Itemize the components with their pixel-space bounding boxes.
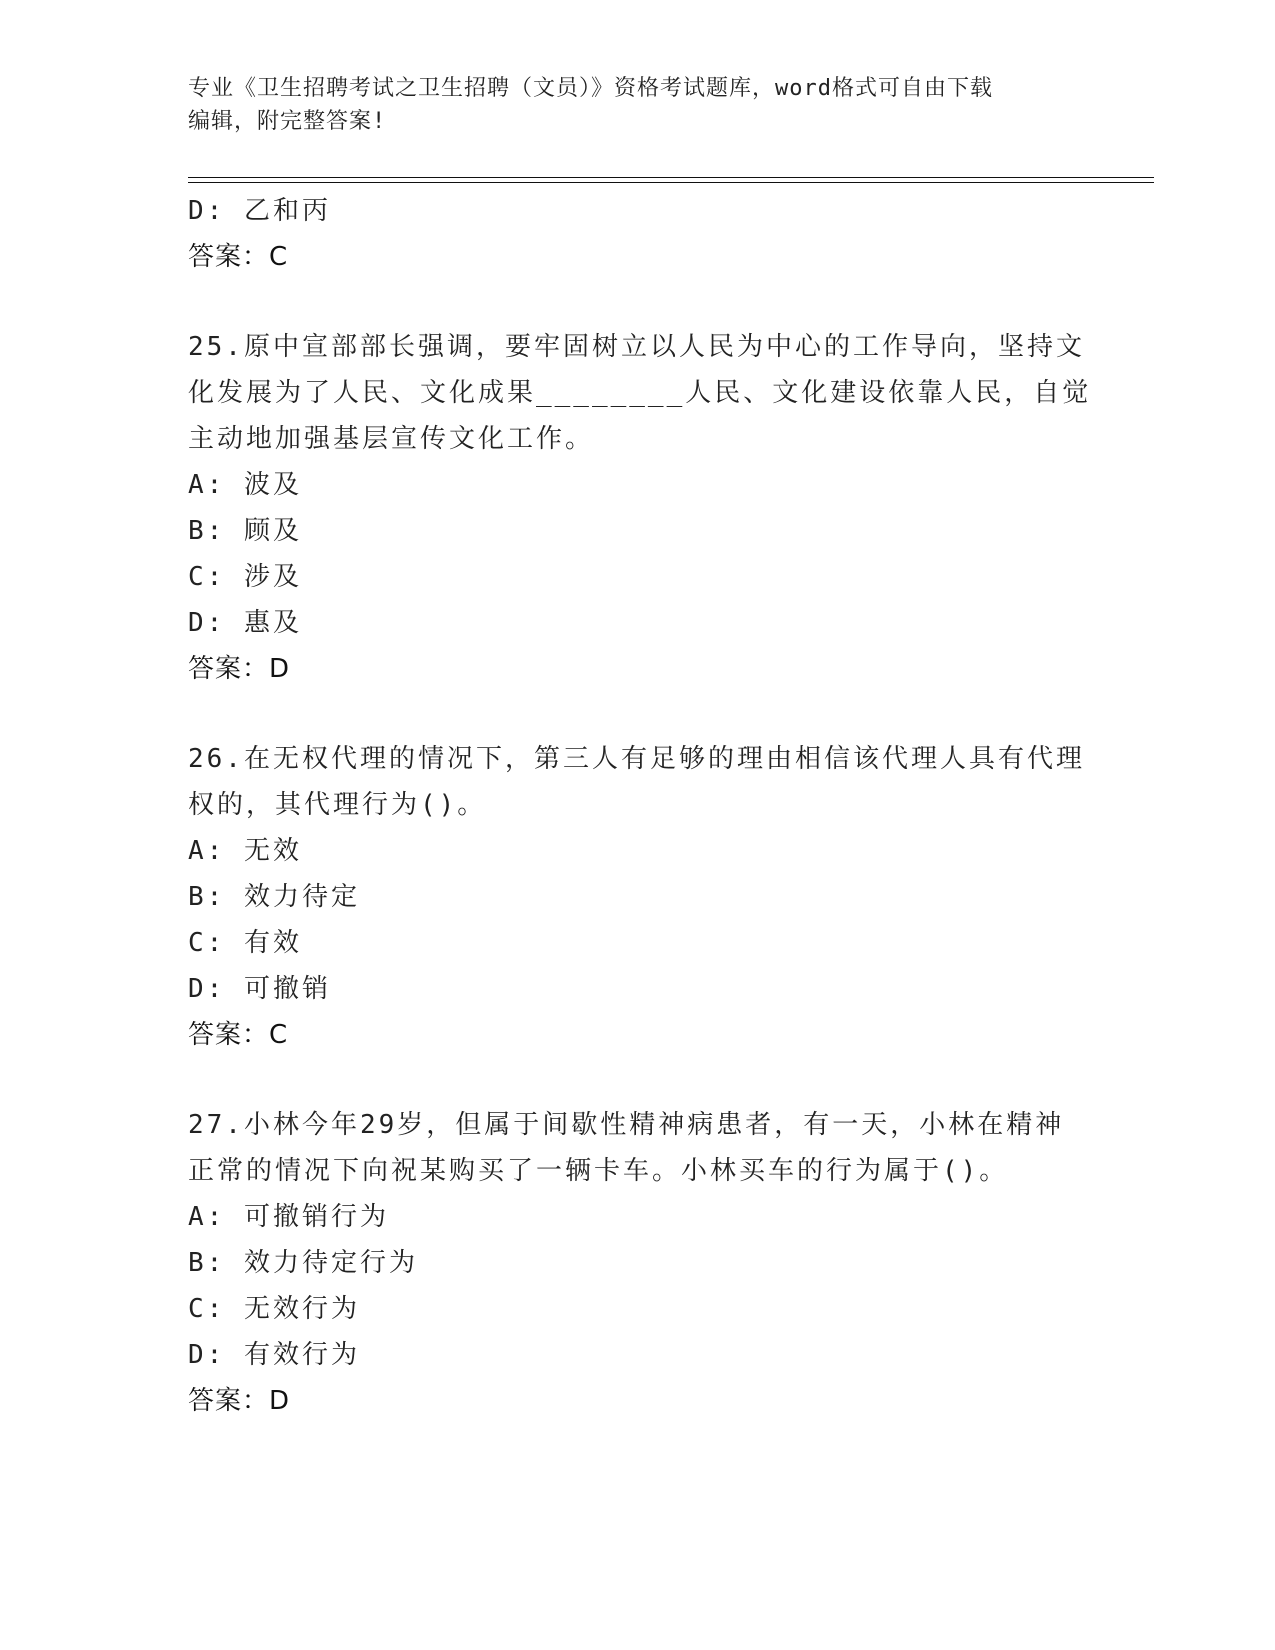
- question-text-line: 27.小林今年29岁，但属于间歇性精神病患者，有一天，小林在精神: [188, 1110, 1065, 1140]
- question-24-tail: [188, 188, 1088, 280]
- option-c: C: 涉及: [188, 562, 302, 592]
- question-text-line: 25.原中宣部部长强调，要牢固树立以人民为中心的工作导向，坚持文: [188, 332, 1085, 362]
- question-27: [188, 1102, 1088, 1424]
- question-text-line: 正常的情况下向祝某购买了一辆卡车。小林买车的行为属于()。: [188, 1156, 1009, 1186]
- option-d: D: 惠及: [188, 608, 302, 638]
- answer: 答案：D: [188, 654, 291, 684]
- answer: 答案：C: [188, 242, 289, 272]
- option-a: A: 无效: [188, 836, 302, 866]
- option-b: B: 效力待定行为: [188, 1248, 418, 1278]
- answer: 答案：C: [188, 1020, 289, 1050]
- header-rule-top: [188, 177, 1154, 178]
- answer: 答案：D: [188, 1386, 291, 1416]
- header-line-1: 专业《卫生招聘考试之卫生招聘（文员）》资格考试题库，word格式可自由下载: [188, 76, 993, 101]
- question-26: [188, 736, 1088, 1058]
- header-rule-bottom: [188, 182, 1154, 183]
- option-b: B: 效力待定: [188, 882, 360, 912]
- option-c: C: 有效: [188, 928, 302, 958]
- document-header: [188, 72, 1068, 138]
- option-d: D: 有效行为: [188, 1340, 360, 1370]
- option-b: B: 顾及: [188, 516, 302, 546]
- question-text-line: 权的，其代理行为()。: [188, 790, 487, 820]
- question-text-line: 主动地加强基层宣传文化工作。: [188, 424, 595, 454]
- question-25: [188, 324, 1092, 692]
- option-a: A: 波及: [188, 470, 302, 500]
- question-text-line: 26.在无权代理的情况下，第三人有足够的理由相信该代理人具有代理: [188, 744, 1085, 774]
- option-c: C: 无效行为: [188, 1294, 360, 1324]
- header-line-2: 编辑，附完整答案!: [188, 109, 387, 134]
- option-d: D: 乙和丙: [188, 196, 331, 226]
- option-d: D: 可撤销: [188, 974, 331, 1004]
- question-text-line: 化发展为了人民、文化成果________人民、文化建设依靠人民，自觉: [188, 378, 1092, 408]
- option-a: A: 可撤销行为: [188, 1202, 389, 1232]
- question-list: [188, 188, 1092, 1424]
